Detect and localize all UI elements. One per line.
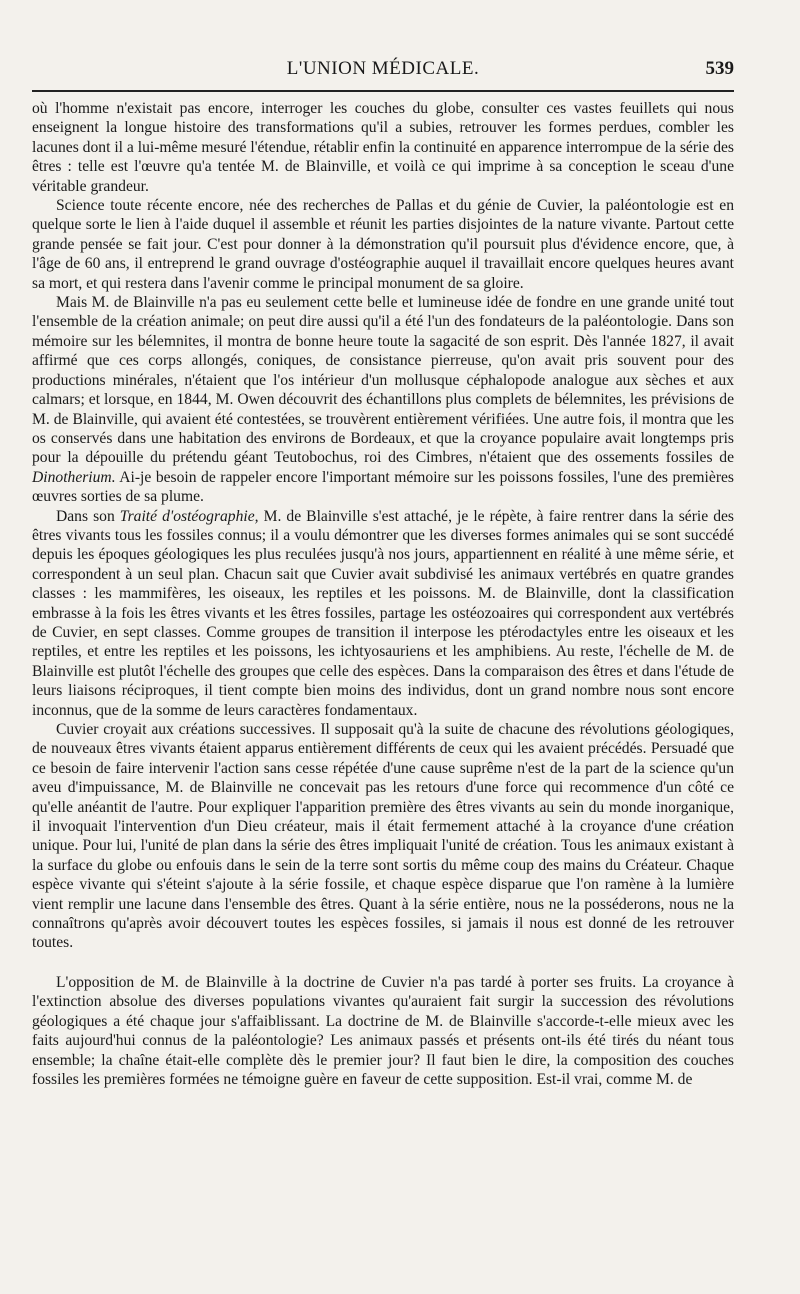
paragraph-4 [32, 507, 734, 720]
paragraph-5 [32, 720, 734, 953]
text-run: où l'homme n'existait pas encore, interroger les couches du globe, consulter ces vastes feuillets qui nous enseignent la longue histoire des transformations qu'il a subies, retrouver les formes perdues, combler les lacunes dont il a lui-même mesuré l'étendue, rétablir enfin la continuité en apparence interrompue de la série des êtres : telle est l'œuvre qu'a tentée M. de Blainville, et voilà ce qui imprime à sa conception le sceau d'une véritable grandeur. [32, 100, 734, 195]
text-run: Ai-je besoin de rappeler encore l'important mémoire sur les poissons fossiles, l'une des premières œuvres sorties de sa plume. [32, 468, 734, 506]
text-run: Mais M. de Blainville n'a pas eu seulement cette belle et lumineuse idée de fondre en une grande unité tout l'ensemble de la création animale; on peut dire aussi qu'il a été l'un des fondateurs de la paléontologie. Dans son mémoire sur les bélemnites, il montra de bonne heure toute la sagacité de son esprit. Dès l'année 1827, il avait affirmé que ces corps allongés, coniques, de consistance pierreuse, qu'on avait pris souvent pour des productions minérales, n'étaient que l'os intérieur d'un mollusque céphalopode analogue aux sèches et aux calmars; et lorsque, en 1844, M. Owen découvrit des échantillons plus complets de bélemnites, les prévisions de M. de Blainville, qui avaient été contestées, se trouvèrent entièrement vérifiées. Une autre fois, il montra que les os conservés dans une habitation des environs de Bordeaux, et que la croyance populaire avait longtemps pris pour la dépouille du prétendu géant Teutobochus, roi des Cimbres, n'étaient que des ossements fossiles de [32, 294, 734, 467]
page-header [32, 56, 734, 86]
text-run: Dans son [56, 507, 120, 525]
body-text [32, 99, 734, 1089]
running-title: L'UNION MÉDICALE. [286, 58, 480, 79]
header-rule [32, 90, 734, 92]
page-number: 539 [705, 58, 734, 79]
italic-text: Traité d'ostéographie, [119, 507, 259, 525]
text-run: M. de Blainville s'est attaché, je le répète, à faire rentrer dans la série des êtres vivants tous les fossiles connus; il a voulu démontrer que les diverses formes animales qui se sont succédé depuis les époques géologiques les plus reculées jusqu'à nos jours, appartiennent en réalité à une même série, et correspondent à un seul plan. Chacun sait que Cuvier avait subdivisé les animaux vertébrés en quatre grandes classes : les mammifères, les oiseaux, les reptiles et les poissons. M. de Blainville, dont la classification embrasse à la fois les êtres vivants et les êtres fossiles, partage les ostéozoaires qui correspondent aux vertébrés de Cuvier, en sept classes. Comme groupes de transition il interpose les ptérodactyles entre les oiseaux et les reptiles, et entre les reptiles et les poissons, les ichtyosauriens et les amphibiens. Au reste, l'échelle de M. de Blainville est plutôt l'échelle des groupes que celle des espèces. Dans la comparaison des êtres et dans l'étude de leurs liaisons réciproques, il tient compte bien moins des individus, dont un grand nombre nous sont encore inconnus, que de la somme de leurs caractères fondamentaux. [32, 507, 734, 719]
italic-text: Dinotherium. [32, 468, 116, 486]
paragraph-3 [32, 293, 734, 506]
paragraph-2 [32, 196, 734, 293]
text-run: Science toute récente encore, née des recherches de Pallas et du génie de Cuvier, la paléontologie est en quelque sorte le lien à l'aide duquel il assemble et réunit les parties disjointes de la nature vivante. Partout cette grande pensée se fait jour. C'est pour donner à la démonstration qu'il poursuit plus d'évidence encore, que, à l'âge de 60 ans, il entreprend le grand ouvrage d'ostéographie auquel il travaillait encore quelques heures avant sa mort, et qui restera dans l'avenir comme le principal monument de sa gloire. [32, 197, 734, 292]
text-run: L'opposition de M. de Blainville à la doctrine de Cuvier n'a pas tardé à porter ses fruits. La croyance à l'extinction absolue des diverses populations vivantes qu'auraient fait surgir la succession des révolutions géologiques a été chaque jour s'affaiblissant. La doctrine de M. de Blainville s'accorde-t-elle mieux avec les faits aujourd'hui connus de la paléontologie? Les animaux passés et présents ont-ils été tirés du néant tous ensemble; la chaîne était-elle complète dès le premier jour? Il faut bien le dire, la composition des couches fossiles les premières formées ne témoigne guère en faveur de cette supposition. Est-il vrai, comme M. de [32, 973, 734, 1088]
paragraph-1 [32, 99, 734, 196]
text-run: Cuvier croyait aux créations successives. Il supposait qu'à la suite de chacune des révolutions géologiques, de nouveaux êtres vivants étaient apparus entièrement différents de ceux qui les avaient précédés. Persuadé que ce besoin de faire intervenir l'action sans cesse répétée d'une cause suprême n'est de la part de la science qu'un aveu d'impuissance, M. de Blainville ne concevait pas les retours d'une force qui recommence d'un côté ce qu'elle anéantit de l'autre. Pour expliquer l'apparition première des êtres vivants au sein du monde inorganique, il invoquait l'intervention d'un Dieu créateur, mais il était fermement attaché à la croyance d'une création unique. Pour lui, l'unité de plan dans la série des êtres impliquait l'unité de création. Tous les animaux existant à la surface du globe ou enfouis dans le sein de la terre sont sortis du même coup des mains du Créateur. Chaque espèce vivante qui s'éteint s'ajoute à la série fossile, et chaque espèce disparue que l'on ramène à la lumière vient remplir une lacune dans l'ensemble des êtres. Quant à la série entière, nous ne la posséderons, nous ne la connaîtrons qu'après avoir découvert toutes les espèces fossiles, si jamais il nous est donné de les retrouver toutes. [32, 721, 734, 952]
paragraph-6 [32, 973, 734, 1089]
